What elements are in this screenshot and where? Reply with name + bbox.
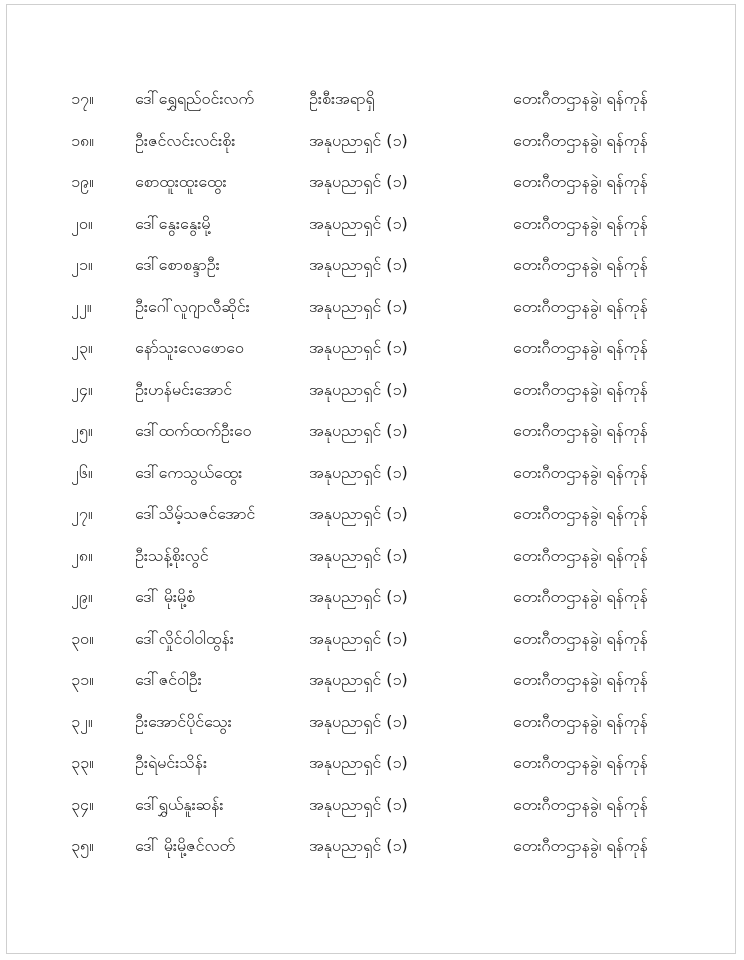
department-location: တေးဂီတဌာနခွဲ၊ ရန်ကုန် [513,338,648,357]
list-row [7,297,735,339]
row-number: ၂၆။ [71,462,93,482]
list-row [7,463,735,505]
list-row [7,670,735,712]
job-title: အနုပညာရှင် (၁) [309,670,408,689]
person-name: ဦးအောင်ပိုင်သွေး [135,711,232,731]
department-location: တေးဂီတဌာနခွဲ၊ ရန်ကုန် [513,628,648,648]
job-title: အနုပညာရှင် (၁) [309,753,408,772]
job-title: အနုပညာရှင် (၁) [309,130,408,150]
department-location: တေးဂီတဌာနခွဲ၊ ရန်ကုန် [513,379,648,399]
job-title: အနုပညာရှင် (၁) [309,545,408,565]
person-name: ဒေါ်လှိုင်ဝါဝါထွန်း [135,628,234,648]
job-title: အနုပညာရှင် (၁) [309,462,408,482]
department-location: တေးဂီတဌာနခွဲ၊ ရန်ကုန် [513,213,648,233]
row-number: ၁၉။ [71,172,94,191]
list-row [7,338,735,380]
row-number: ၃၄။ [71,794,94,814]
row-number: ၂၀။ [71,213,93,233]
department-location: တေးဂီတဌာနခွဲ၊ ရန်ကုန် [513,794,648,814]
list-row [7,255,735,297]
row-number: ၂၃။ [71,338,93,357]
person-name: ဒေါ်ရွှယ်နူးဆန်း [135,794,224,814]
job-title: အနုပညာရှင် (၁) [309,711,408,731]
list-row [7,89,735,131]
department-location: တေးဂီတဌာနခွဲ၊ ရန်ကုန် [513,670,648,689]
list-row [7,629,735,671]
person-name: ဒေါ်နွေးနွေးမို့ [135,213,211,233]
row-number: ၁၈။ [71,130,94,150]
person-name: ဒေါ် မိုးမို့စံ [135,587,196,606]
list-row [7,753,735,795]
job-title: အနုပညာရှင် (၁) [309,296,408,316]
row-number: ၃၂။ [71,711,93,731]
job-title: အနုပညာရှင် (၁) [309,504,408,523]
row-number: ၃၅။ [71,836,94,855]
job-title: အနုပညာရှင် (၁) [309,628,408,648]
person-name: ဒေါ်ထက်ထက်ဦးဝေ [135,421,252,440]
job-title: အနုပညာရှင် (၁) [309,836,408,855]
department-location: တေးဂီတဌာနခွဲ၊ ရန်ကုန် [513,545,648,565]
department-location: တေးဂီတဌာနခွဲ၊ ရန်ကုန် [513,504,648,523]
row-number: ၃၀။ [71,628,94,648]
row-number: ၂၇။ [71,504,93,523]
list-row [7,836,735,878]
job-title: အနုပညာရှင် (၁) [309,338,408,357]
job-title: ဦးစီးအရာရှိ [309,89,375,108]
person-name: ဦးရဲမင်းသိန်း [135,753,208,772]
row-number: ၃၃။ [71,753,94,772]
job-title: အနုပညာရှင် (၁) [309,421,408,440]
job-title: အနုပညာရှင် (၁) [309,587,408,606]
person-name: ဒေါ်ကေသွယ်ထွေး [135,462,243,482]
list-row [7,131,735,173]
row-number: ၂၉။ [71,587,93,606]
department-location: တေးဂီတဌာနခွဲ၊ ရန်ကုန် [513,89,648,108]
list-row [7,214,735,256]
person-name: ဦးသန့်စိုးလွင် [135,545,209,565]
list-row [7,587,735,629]
department-location: တေးဂီတဌာနခွဲ၊ ရန်ကုန် [513,130,648,150]
department-location: တေးဂီတဌာနခွဲ၊ ရန်ကုန် [513,172,648,191]
row-number: ၂၁။ [71,255,93,274]
list-row [7,421,735,463]
row-number: ၃၁။ [71,670,94,689]
list-row [7,504,735,546]
department-location: တေးဂီတဌာနခွဲ၊ ရန်ကုန် [513,255,648,274]
job-title: အနုပညာရှင် (၁) [309,172,408,191]
list-row [7,795,735,837]
list-row [7,712,735,754]
row-number: ၂၄။ [71,379,93,399]
row-number: ၂၈။ [71,545,93,565]
department-location: တေးဂီတဌာနခွဲ၊ ရန်ကုန် [513,753,648,772]
list-row [7,172,735,214]
job-title: အနုပညာရှင် (၁) [309,379,408,399]
staff-list [7,89,735,878]
row-number: ၂၅။ [71,421,93,440]
person-name: ဦးဟန်မင်းအောင် [135,379,233,399]
department-location: တေးဂီတဌာနခွဲ၊ ရန်ကုန် [513,421,648,440]
job-title: အနုပညာရှင် (၁) [309,255,408,274]
department-location: တေးဂီတဌာနခွဲ၊ ရန်ကုန် [513,711,648,731]
department-location: တေးဂီတဌာနခွဲ၊ ရန်ကုန် [513,462,648,482]
department-location: တေးဂီတဌာနခွဲ၊ ရန်ကုန် [513,296,648,316]
person-name: နော်သူးလေဖောဝေ [135,338,244,357]
person-name: စောထူးထူးထွေး [135,172,227,191]
person-name: ဦးဂေါ်လူဂျာလီဆိုင်း [135,296,250,316]
job-title: အနုပညာရှင် (၁) [309,213,408,233]
person-name: ဦးဇင်လင်းလင်းစိုး [135,130,236,150]
row-number: ၂၂။ [71,296,92,316]
department-location: တေးဂီတဌာနခွဲ၊ ရန်ကုန် [513,587,648,606]
person-name: ဒေါ်သိမ့်သဇင်အောင် [135,504,256,523]
list-row [7,546,735,588]
department-location: တေးဂီတဌာနခွဲ၊ ရန်ကုန် [513,836,648,855]
job-title: အနုပညာရှင် (၁) [309,794,408,814]
list-row [7,380,735,422]
row-number: ၁၇။ [71,89,94,108]
person-name: ဒေါ်ရွှေရည်ဝင်းလက် [135,89,255,108]
person-name: ဒေါ်ဇင်ဝါဦး [135,670,202,689]
document-page [6,4,736,954]
person-name: ဒေါ်စောစန္ဒာဦး [135,255,220,274]
person-name: ဒေါ် မိုးမို့ဇင်လတ် [135,836,236,855]
